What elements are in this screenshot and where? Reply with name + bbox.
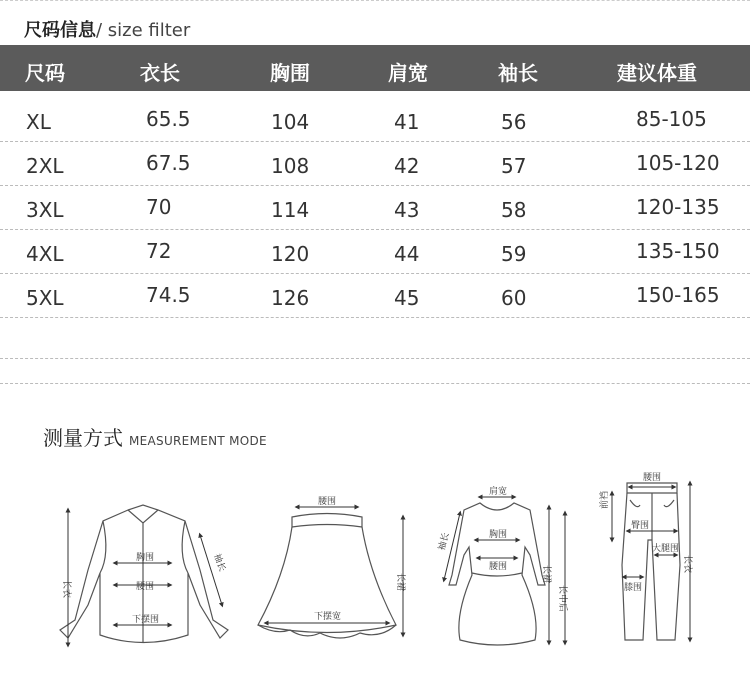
cell-sleeve: 59: [501, 242, 527, 266]
skirt-waist-label: 腰围: [318, 497, 337, 507]
title-cn: 尺码信息: [24, 20, 96, 41]
shirt-sleeve-label: 袖长: [211, 552, 227, 573]
table-row: [0, 185, 750, 230]
pants-knee-label: 膝围: [624, 583, 643, 593]
top-divider: [0, 0, 750, 2]
header-sleeve: 袖长: [498, 61, 538, 85]
cell-sleeve: 56: [501, 110, 527, 134]
cell-weight: 150-165: [636, 283, 720, 307]
cell-chest: 104: [271, 110, 310, 134]
cell-chest: 126: [271, 286, 310, 310]
cell-weight: 135-150: [636, 239, 720, 263]
cell-chest: 120: [271, 242, 310, 266]
table-row: [0, 273, 750, 318]
cell-shoulder: 43: [394, 198, 420, 222]
cell-sleeve: 58: [501, 198, 527, 222]
cell-length: 72: [146, 239, 172, 263]
pants-waist-label: 腰围: [643, 473, 662, 483]
cell-length: 65.5: [146, 107, 191, 131]
cell-size: 2XL: [26, 154, 64, 178]
pants-front-label: 前裆: [600, 490, 610, 509]
divider: [0, 383, 750, 384]
shirt-chest-label: 胸围: [136, 553, 155, 563]
shirt-hem-label: 下摆围: [132, 615, 160, 625]
cell-shoulder: 42: [394, 154, 420, 178]
pants-length-label: 长衣: [682, 555, 692, 574]
pants-diagram: [622, 483, 680, 640]
measurement-title-cn: 测量方式: [43, 426, 123, 450]
pants-hip-label: 臀围: [631, 521, 650, 531]
cell-size: 3XL: [26, 198, 64, 222]
cell-weight: 105-120: [636, 151, 720, 175]
pants-thigh-label: 大腿围: [652, 544, 680, 554]
dress-waist-label: 腰围: [489, 562, 508, 572]
cell-size: XL: [26, 110, 51, 134]
skirt-hem-label: 下摆宽: [314, 612, 342, 622]
cell-chest: 114: [271, 198, 310, 222]
header-shoulder: 肩宽: [388, 61, 428, 85]
cell-size: 5XL: [26, 286, 64, 310]
measurement-title: [43, 422, 267, 451]
section-title: [24, 16, 190, 42]
cell-length: 74.5: [146, 283, 191, 307]
cell-length: 67.5: [146, 151, 191, 175]
cell-weight: 85-105: [636, 107, 707, 131]
cell-sleeve: 60: [501, 286, 527, 310]
cell-chest: 108: [271, 154, 310, 178]
table-row: [0, 141, 750, 186]
shirt-waist-label: 腰围: [136, 582, 155, 592]
dress-length-label: 长裙: [541, 565, 551, 584]
dress-chest-label: 胸围: [489, 530, 508, 540]
dress-diagram: [449, 503, 545, 645]
dress-sleeve-label: 袖长: [437, 531, 452, 552]
cell-weight: 120-135: [636, 195, 720, 219]
cell-shoulder: 44: [394, 242, 420, 266]
divider: [0, 358, 750, 359]
table-row: [0, 97, 750, 142]
skirt-length-label: 长裙: [395, 573, 405, 592]
title-en: / size filter: [96, 20, 191, 41]
cell-shoulder: 45: [394, 286, 420, 310]
table-header: [0, 45, 750, 91]
header-chest: 胸围: [270, 61, 310, 85]
cell-sleeve: 57: [501, 154, 527, 178]
measurement-diagrams: [0, 455, 750, 697]
header-weight: 建议体重: [617, 61, 697, 85]
cell-size: 4XL: [26, 242, 64, 266]
header-length: 衣长: [140, 61, 180, 85]
measurement-title-en: MEASUREMENT MODE: [129, 434, 267, 448]
dress-back-label: 长中后: [557, 585, 567, 613]
table-row: [0, 229, 750, 274]
cell-shoulder: 41: [394, 110, 420, 134]
cell-length: 70: [146, 195, 172, 219]
shirt-length-label: 长衣: [61, 580, 71, 599]
header-size: 尺码: [25, 61, 65, 85]
dress-shoulder-label: 肩宽: [489, 487, 508, 497]
